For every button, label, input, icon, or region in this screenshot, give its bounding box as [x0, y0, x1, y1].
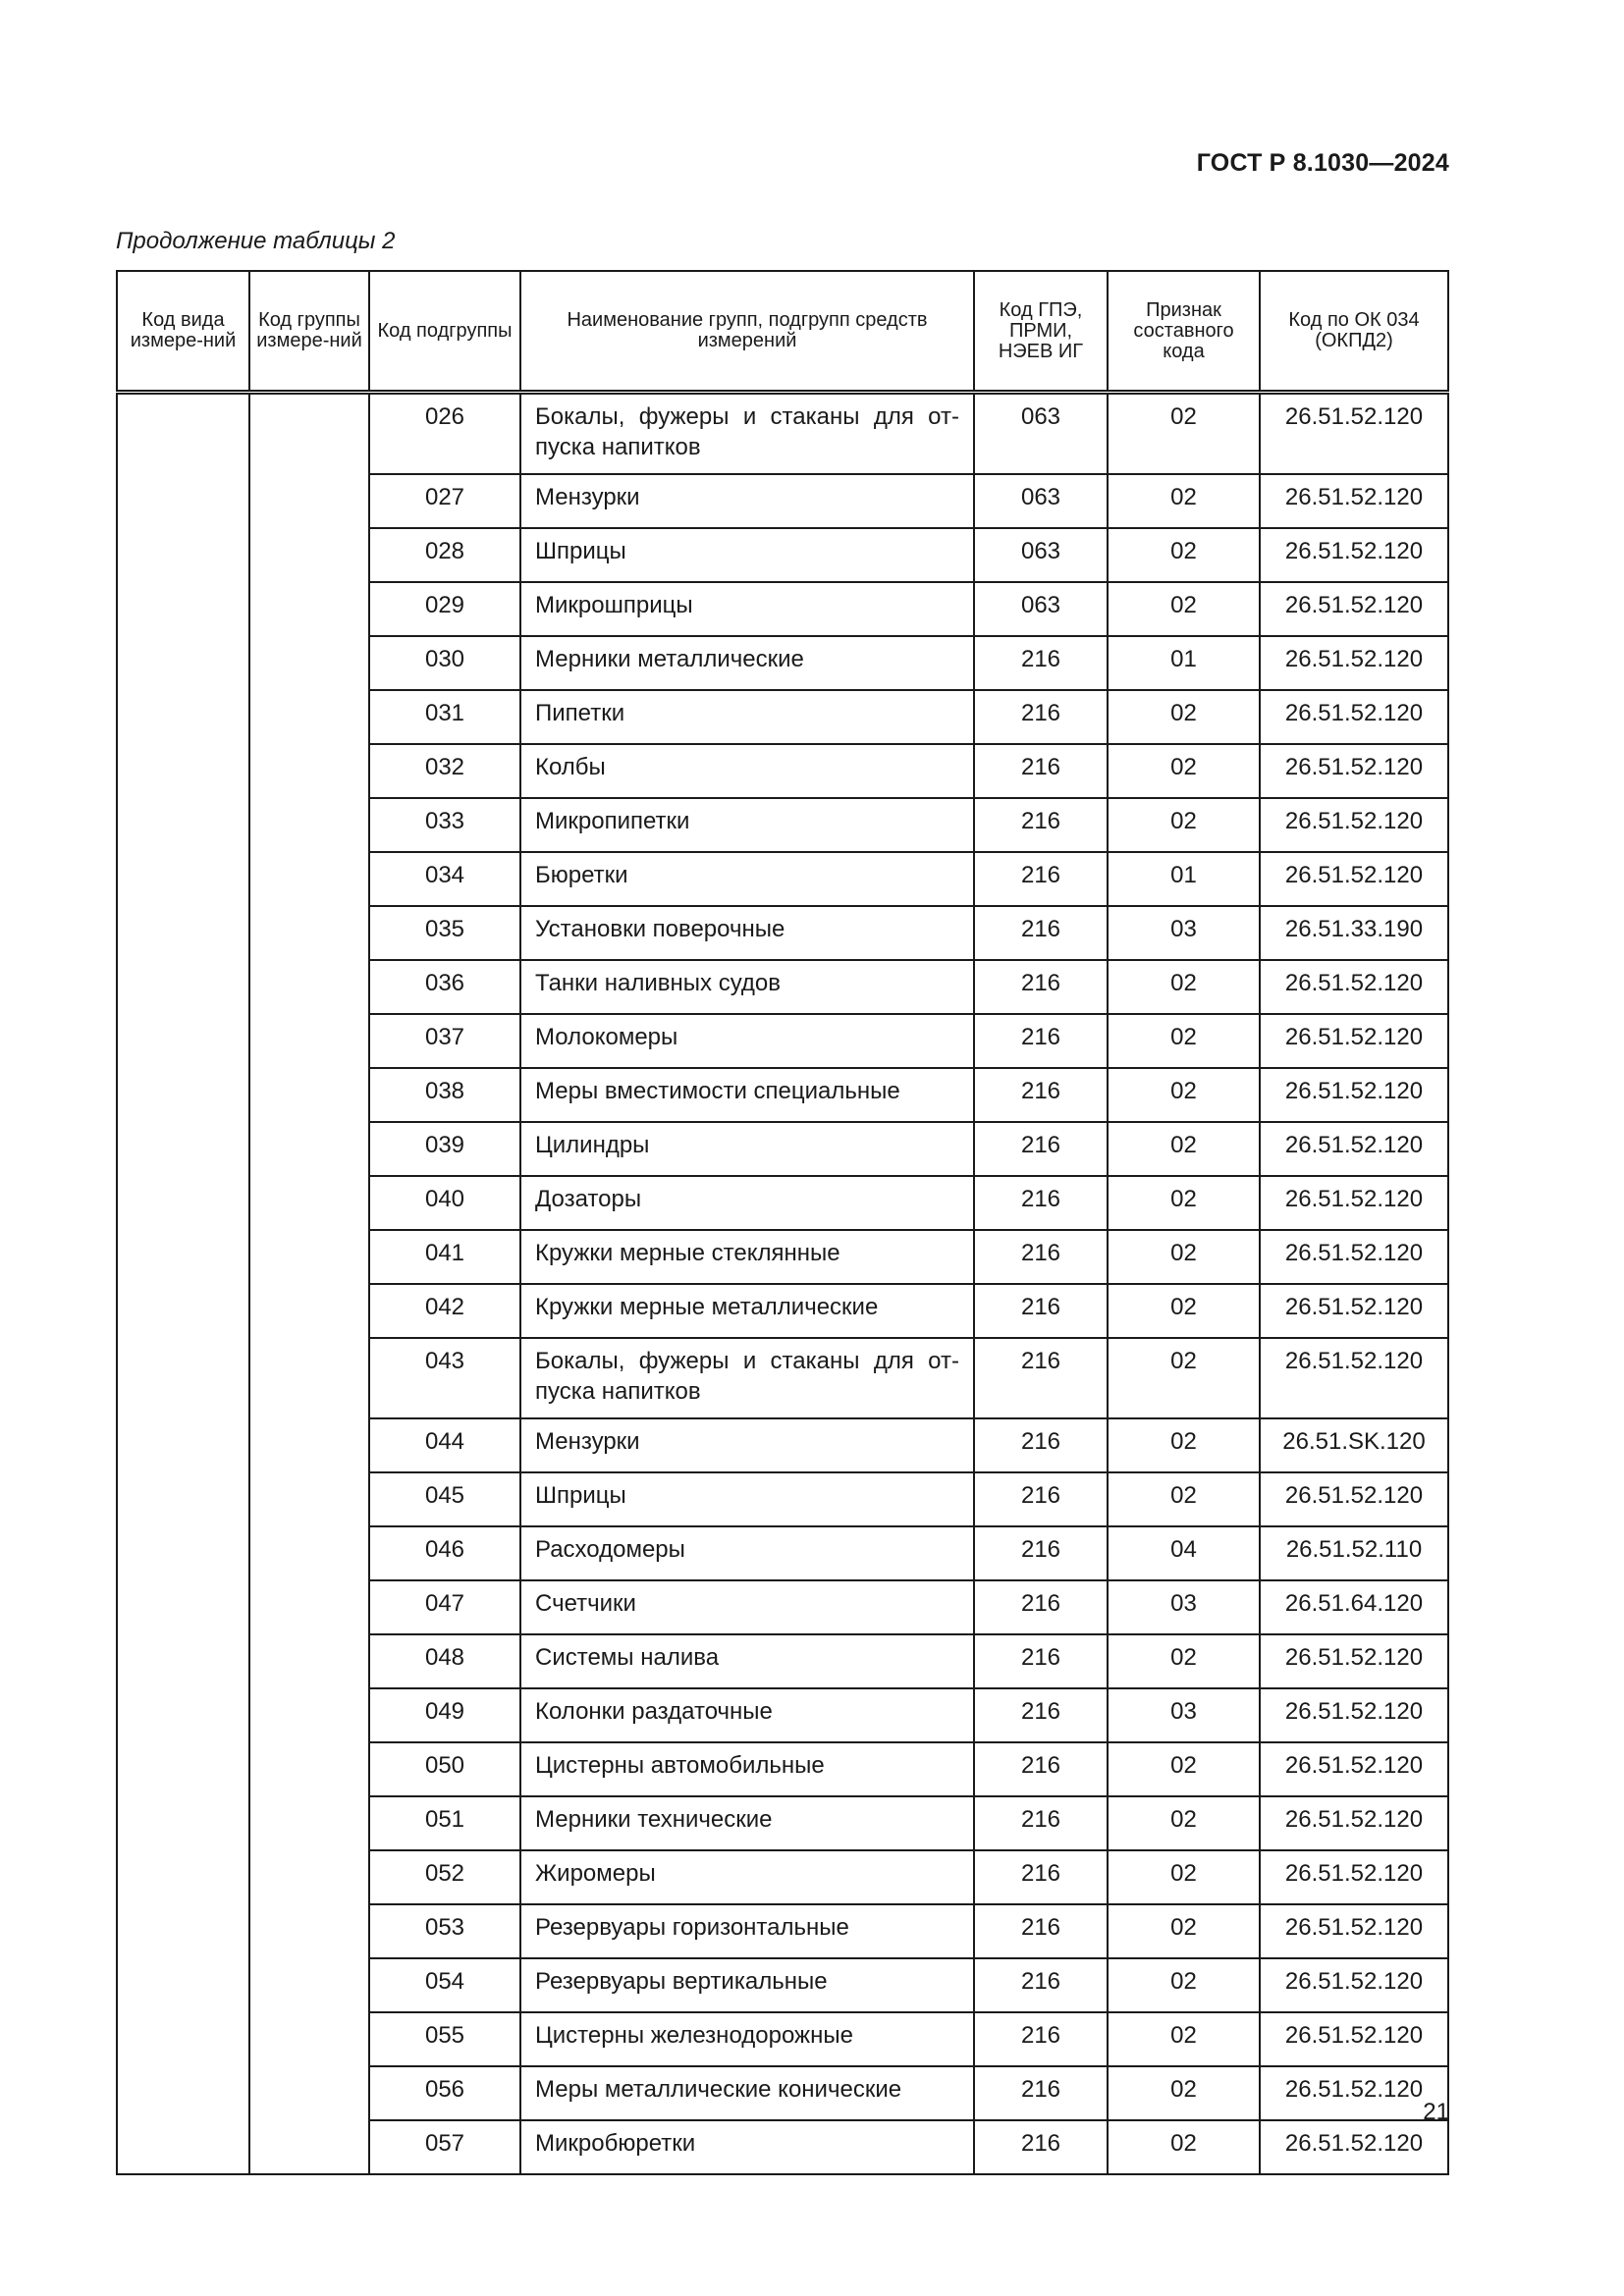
- table-header-row: [117, 271, 1448, 393]
- column-header: Код вида измере-ний: [117, 271, 249, 393]
- subgroup-code-cell: 054: [369, 1958, 520, 2012]
- subgroup-code-cell: 028: [369, 528, 520, 582]
- name-cell: Кружки мерные стеклянные: [520, 1230, 974, 1284]
- composite-sign-cell: 02: [1108, 1796, 1260, 1850]
- composite-sign-cell: 02: [1108, 1122, 1260, 1176]
- gpe-code-cell: 216: [974, 960, 1108, 1014]
- composite-sign-cell: 02: [1108, 1472, 1260, 1526]
- composite-sign-cell: 02: [1108, 1338, 1260, 1418]
- subgroup-code-cell: 040: [369, 1176, 520, 1230]
- name-cell: Дозаторы: [520, 1176, 974, 1230]
- okpd2-code-cell: 26.51.52.120: [1260, 528, 1448, 582]
- name-cell: Счетчики: [520, 1580, 974, 1634]
- name-cell: Бокалы, фужеры и стаканы для от-пуска напитков: [520, 1338, 974, 1418]
- okpd2-code-cell: 26.51.52.120: [1260, 1688, 1448, 1742]
- composite-sign-cell: 03: [1108, 906, 1260, 960]
- gpe-code-cell: 216: [974, 2120, 1108, 2174]
- subgroup-code-cell: 056: [369, 2066, 520, 2120]
- composite-sign-cell: 02: [1108, 582, 1260, 636]
- document-id: ГОСТ Р 8.1030—2024: [1196, 149, 1449, 177]
- subgroup-code-cell: 036: [369, 960, 520, 1014]
- okpd2-code-cell: 26.51.52.120: [1260, 2012, 1448, 2066]
- column-header: Код подгруппы: [369, 271, 520, 393]
- composite-sign-cell: 02: [1108, 1284, 1260, 1338]
- gpe-code-cell: 216: [974, 1230, 1108, 1284]
- okpd2-code-cell: 26.51.52.120: [1260, 636, 1448, 690]
- gpe-code-cell: 216: [974, 1418, 1108, 1472]
- okpd2-code-cell: 26.51.52.110: [1260, 1526, 1448, 1580]
- composite-sign-cell: 02: [1108, 690, 1260, 744]
- gpe-code-cell: 216: [974, 636, 1108, 690]
- gpe-code-cell: 216: [974, 852, 1108, 906]
- okpd2-code-cell: 26.51.52.120: [1260, 2066, 1448, 2120]
- name-cell: Пипетки: [520, 690, 974, 744]
- gpe-code-cell: 216: [974, 906, 1108, 960]
- subgroup-code-cell: 029: [369, 582, 520, 636]
- okpd2-code-cell: 26.51.33.190: [1260, 906, 1448, 960]
- composite-sign-cell: 01: [1108, 636, 1260, 690]
- subgroup-code-cell: 039: [369, 1122, 520, 1176]
- name-cell: Резервуары горизонтальные: [520, 1904, 974, 1958]
- okpd2-code-cell: 26.51.52.120: [1260, 1014, 1448, 1068]
- composite-sign-cell: 03: [1108, 1580, 1260, 1634]
- subgroup-code-cell: 042: [369, 1284, 520, 1338]
- okpd2-code-cell: 26.51.52.120: [1260, 1230, 1448, 1284]
- composite-sign-cell: 02: [1108, 960, 1260, 1014]
- okpd2-code-cell: 26.51.52.120: [1260, 852, 1448, 906]
- name-cell: Жиромеры: [520, 1850, 974, 1904]
- subgroup-code-cell: 041: [369, 1230, 520, 1284]
- composite-sign-cell: 02: [1108, 474, 1260, 528]
- name-cell: Мензурки: [520, 474, 974, 528]
- okpd2-code-cell: 26.51.52.120: [1260, 1796, 1448, 1850]
- composite-sign-cell: 02: [1108, 1958, 1260, 2012]
- name-cell: Молокомеры: [520, 1014, 974, 1068]
- name-cell: Цилиндры: [520, 1122, 974, 1176]
- okpd2-code-cell: 26.51.52.120: [1260, 744, 1448, 798]
- okpd2-code-cell: 26.51.52.120: [1260, 1904, 1448, 1958]
- gpe-code-cell: 216: [974, 798, 1108, 852]
- gpe-code-cell: 216: [974, 1338, 1108, 1418]
- gpe-code-cell: 216: [974, 1176, 1108, 1230]
- gpe-code-cell: 216: [974, 1958, 1108, 2012]
- composite-sign-cell: 02: [1108, 1634, 1260, 1688]
- gpe-code-cell: 216: [974, 1122, 1108, 1176]
- subgroup-code-cell: 050: [369, 1742, 520, 1796]
- subgroup-code-cell: 045: [369, 1472, 520, 1526]
- name-cell: Меры металлические конические: [520, 2066, 974, 2120]
- okpd2-code-cell: 26.51.52.120: [1260, 393, 1448, 475]
- column-header: Признак составного кода: [1108, 271, 1260, 393]
- subgroup-code-cell: 043: [369, 1338, 520, 1418]
- gpe-code-cell: 216: [974, 1742, 1108, 1796]
- subgroup-code-cell: 037: [369, 1014, 520, 1068]
- subgroup-code-cell: 051: [369, 1796, 520, 1850]
- column-header: Код по ОК 034 (ОКПД2): [1260, 271, 1448, 393]
- name-cell: Системы налива: [520, 1634, 974, 1688]
- subgroup-code-cell: 055: [369, 2012, 520, 2066]
- okpd2-code-cell: 26.51.SK.120: [1260, 1418, 1448, 1472]
- name-cell: Микробюретки: [520, 2120, 974, 2174]
- okpd2-code-cell: 26.51.52.120: [1260, 1122, 1448, 1176]
- gpe-code-cell: 216: [974, 1014, 1108, 1068]
- composite-sign-cell: 02: [1108, 393, 1260, 475]
- subgroup-code-cell: 033: [369, 798, 520, 852]
- okpd2-code-cell: 26.51.52.120: [1260, 690, 1448, 744]
- composite-sign-cell: 02: [1108, 1742, 1260, 1796]
- okpd2-code-cell: 26.51.52.120: [1260, 2120, 1448, 2174]
- gpe-code-cell: 216: [974, 1580, 1108, 1634]
- composite-sign-cell: 02: [1108, 1176, 1260, 1230]
- okpd2-code-cell: 26.51.52.120: [1260, 1176, 1448, 1230]
- okpd2-code-cell: 26.51.52.120: [1260, 1634, 1448, 1688]
- composite-sign-cell: 02: [1108, 1230, 1260, 1284]
- gpe-code-cell: 063: [974, 393, 1108, 475]
- name-cell: Кружки мерные металлические: [520, 1284, 974, 1338]
- gpe-code-cell: 063: [974, 582, 1108, 636]
- gpe-code-cell: 063: [974, 528, 1108, 582]
- name-cell: Меры вместимости специальные: [520, 1068, 974, 1122]
- subgroup-code-cell: 034: [369, 852, 520, 906]
- composite-sign-cell: 02: [1108, 798, 1260, 852]
- table-caption: Продолжение таблицы 2: [116, 228, 396, 254]
- name-cell: Цистерны автомобильные: [520, 1742, 974, 1796]
- composite-sign-cell: 02: [1108, 528, 1260, 582]
- gpe-code-cell: 216: [974, 690, 1108, 744]
- composite-sign-cell: 03: [1108, 1688, 1260, 1742]
- gpe-code-cell: 216: [974, 1796, 1108, 1850]
- name-cell: Мерники технические: [520, 1796, 974, 1850]
- gpe-code-cell: 216: [974, 1688, 1108, 1742]
- name-cell: Шприцы: [520, 528, 974, 582]
- composite-sign-cell: 02: [1108, 744, 1260, 798]
- subgroup-code-cell: 026: [369, 393, 520, 475]
- table-row: [117, 393, 1448, 475]
- okpd2-code-cell: 26.51.52.120: [1260, 1850, 1448, 1904]
- okpd2-code-cell: 26.51.52.120: [1260, 1958, 1448, 2012]
- measurement-type-code-cell: [117, 393, 249, 2175]
- composite-sign-cell: 02: [1108, 2012, 1260, 2066]
- okpd2-code-cell: 26.51.52.120: [1260, 1068, 1448, 1122]
- column-header: Код ГПЭ, ПРМИ, НЭЕВ ИГ: [974, 271, 1108, 393]
- gpe-code-cell: 216: [974, 1904, 1108, 1958]
- name-cell: Танки наливных судов: [520, 960, 974, 1014]
- name-cell: Мензурки: [520, 1418, 974, 1472]
- subgroup-code-cell: 031: [369, 690, 520, 744]
- name-cell: Шприцы: [520, 1472, 974, 1526]
- name-cell: Микропипетки: [520, 798, 974, 852]
- gpe-code-cell: 216: [974, 2012, 1108, 2066]
- composite-sign-cell: 01: [1108, 852, 1260, 906]
- okpd2-code-cell: 26.51.52.120: [1260, 1742, 1448, 1796]
- subgroup-code-cell: 048: [369, 1634, 520, 1688]
- name-cell: Бюретки: [520, 852, 974, 906]
- okpd2-code-cell: 26.51.52.120: [1260, 474, 1448, 528]
- okpd2-code-cell: 26.51.52.120: [1260, 960, 1448, 1014]
- name-cell: Установки поверочные: [520, 906, 974, 960]
- gpe-code-cell: 216: [974, 1850, 1108, 1904]
- composite-sign-cell: 02: [1108, 1014, 1260, 1068]
- name-cell: Резервуары вертикальные: [520, 1958, 974, 2012]
- page-number: 21: [1423, 2099, 1449, 2125]
- subgroup-code-cell: 032: [369, 744, 520, 798]
- subgroup-code-cell: 052: [369, 1850, 520, 1904]
- column-header: Код группы измере-ний: [249, 271, 369, 393]
- name-cell: Колбы: [520, 744, 974, 798]
- gpe-code-cell: 216: [974, 2066, 1108, 2120]
- okpd2-code-cell: 26.51.52.120: [1260, 1338, 1448, 1418]
- subgroup-code-cell: 044: [369, 1418, 520, 1472]
- composite-sign-cell: 02: [1108, 1904, 1260, 1958]
- gpe-code-cell: 216: [974, 1284, 1108, 1338]
- name-cell: Колонки раздаточные: [520, 1688, 974, 1742]
- column-header: Наименование групп, подгрупп средств измерений: [520, 271, 974, 393]
- composite-sign-cell: 02: [1108, 2120, 1260, 2174]
- data-table: [116, 270, 1449, 2175]
- composite-sign-cell: 04: [1108, 1526, 1260, 1580]
- gpe-code-cell: 216: [974, 1472, 1108, 1526]
- measurement-group-code-cell: [249, 393, 369, 2175]
- subgroup-code-cell: 035: [369, 906, 520, 960]
- gpe-code-cell: 216: [974, 1634, 1108, 1688]
- composite-sign-cell: 02: [1108, 1850, 1260, 1904]
- subgroup-code-cell: 049: [369, 1688, 520, 1742]
- name-cell: Микрошприцы: [520, 582, 974, 636]
- name-cell: Цистерны железнодорожные: [520, 2012, 974, 2066]
- composite-sign-cell: 02: [1108, 1068, 1260, 1122]
- okpd2-code-cell: 26.51.52.120: [1260, 798, 1448, 852]
- composite-sign-cell: 02: [1108, 2066, 1260, 2120]
- subgroup-code-cell: 027: [369, 474, 520, 528]
- subgroup-code-cell: 057: [369, 2120, 520, 2174]
- gpe-code-cell: 216: [974, 1068, 1108, 1122]
- gpe-code-cell: 216: [974, 1526, 1108, 1580]
- name-cell: Бокалы, фужеры и стаканы для от-пуска напитков: [520, 393, 974, 475]
- table-body: [117, 393, 1448, 2175]
- composite-sign-cell: 02: [1108, 1418, 1260, 1472]
- name-cell: Расходомеры: [520, 1526, 974, 1580]
- gpe-code-cell: 216: [974, 744, 1108, 798]
- subgroup-code-cell: 053: [369, 1904, 520, 1958]
- okpd2-code-cell: 26.51.52.120: [1260, 582, 1448, 636]
- gpe-code-cell: 063: [974, 474, 1108, 528]
- subgroup-code-cell: 038: [369, 1068, 520, 1122]
- subgroup-code-cell: 030: [369, 636, 520, 690]
- name-cell: Мерники металлические: [520, 636, 974, 690]
- subgroup-code-cell: 047: [369, 1580, 520, 1634]
- okpd2-code-cell: 26.51.52.120: [1260, 1284, 1448, 1338]
- subgroup-code-cell: 046: [369, 1526, 520, 1580]
- okpd2-code-cell: 26.51.52.120: [1260, 1472, 1448, 1526]
- okpd2-code-cell: 26.51.64.120: [1260, 1580, 1448, 1634]
